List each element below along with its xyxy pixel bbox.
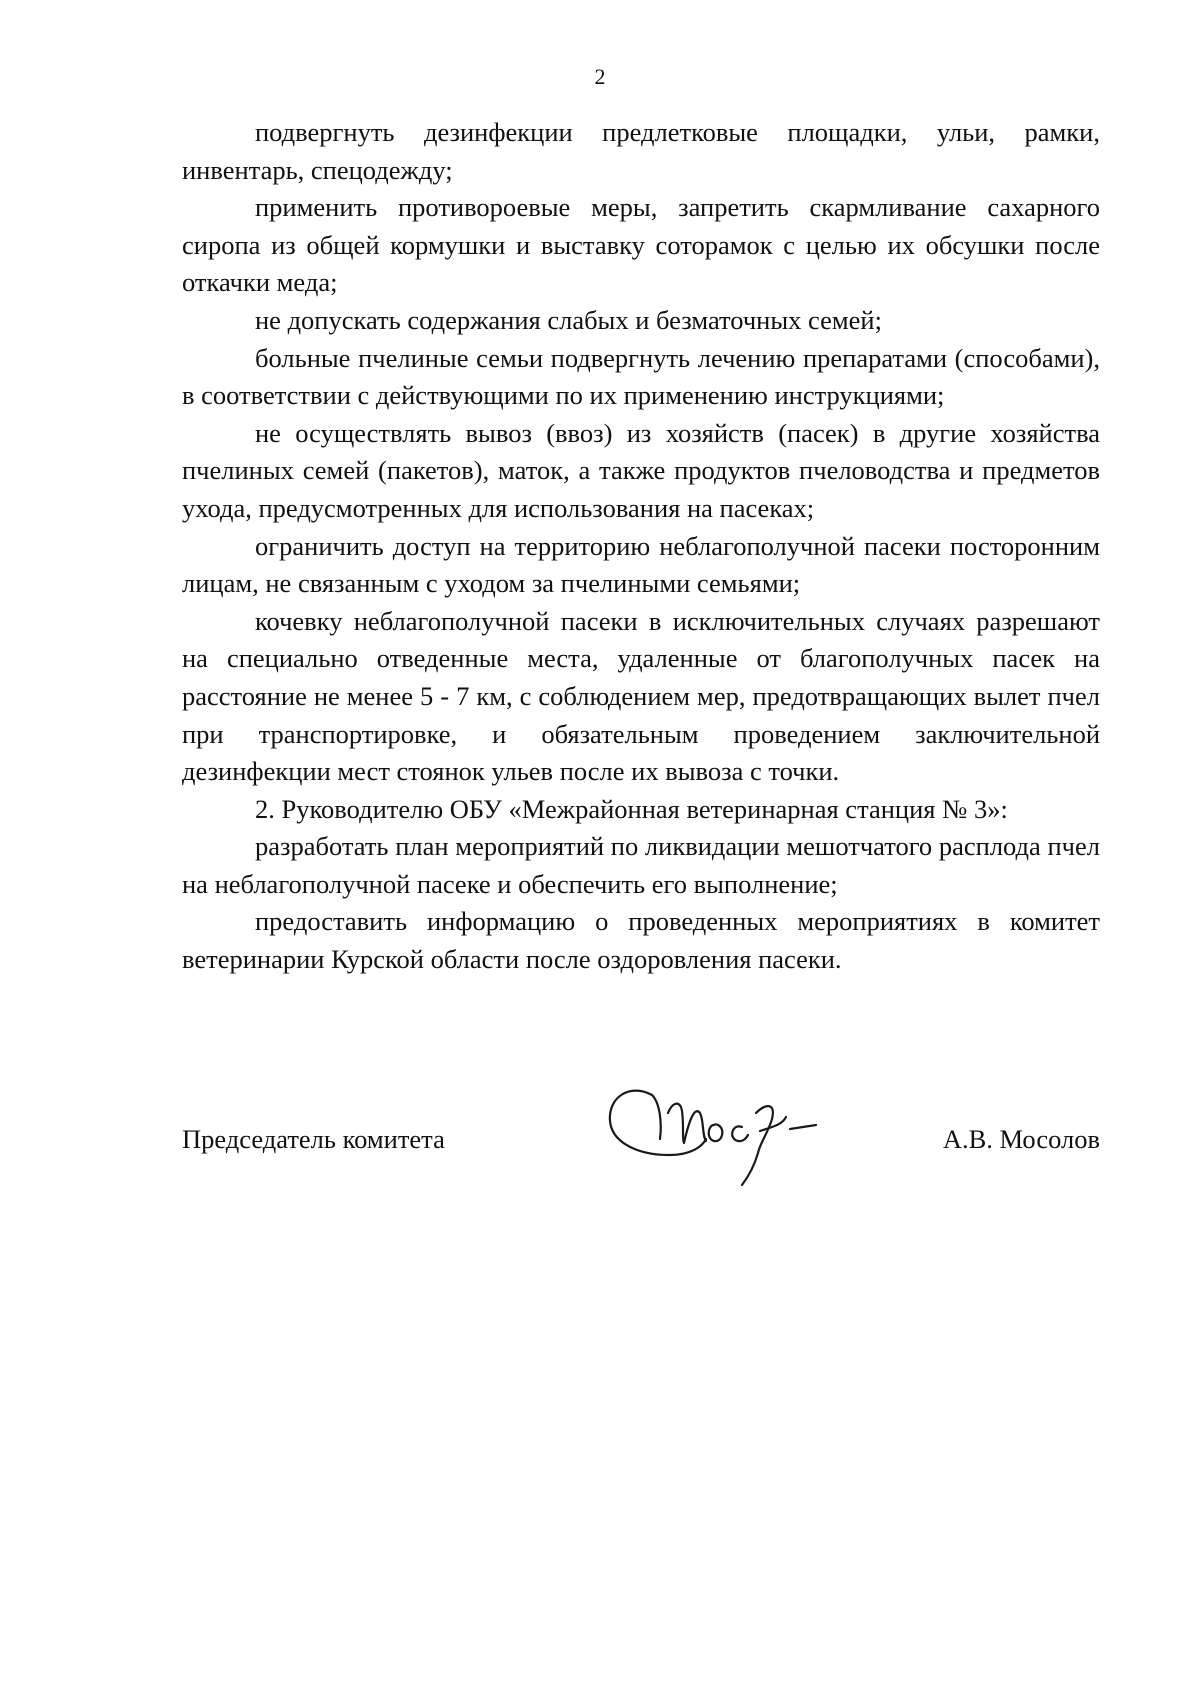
paragraph-treatment: больные пчелиные семьи подвергнуть лечению препаратами (способами), в соответствии с действующими по их применению инструкциями; (182, 342, 1100, 411)
handwritten-signature (590, 1073, 850, 1193)
signature-block (182, 1073, 1100, 1193)
paragraph-weak-colonies: не допускать содержания слабых и безматочных семей; (255, 304, 882, 335)
paragraph-action-plan: разработать план мероприятий по ликвидации мешотчатого расплода пчел на неблагополучной пасеке и обеспечить его выполнение; (182, 831, 1100, 899)
paragraph-relocation: кочевку неблагополучной пасеки в исключительных случаях разрешают на специально отведенные места, удаленные от благополучных пасек на расстояние не менее 5 - 7 км, с соблюдением мер, предотвращающих вылет пчел при транспортировке, и обязательным проведением заключительной дезинфекции мест стоянок ульев после их вывоза с точки. (182, 605, 1100, 787)
paragraph-station-head: 2. Руководителю ОБУ «Межрайонная ветеринарная станция № 3»: (255, 793, 1008, 824)
document-body (182, 114, 1100, 979)
signatory-position: Председатель комитета (182, 1124, 445, 1154)
paragraph-anti-swarming: применить противороевые меры, запретить скармливание сахарного сиропа из общей кормушки и выставку соторамок с целью их обсушки после откачки меда; (182, 192, 1100, 298)
signatory-name: А.В. Мосолов (942, 1124, 1100, 1154)
paragraph-transport-ban: не осуществлять вывоз (ввоз) из хозяйств (пасек) в другие хозяйства пчелиных семей (пакетов), маток, а также продуктов пчеловодства и предметов ухода, предусмотренных для использования на пасеках; (182, 417, 1100, 523)
page-number: 2 (594, 64, 606, 89)
paragraph-disinfection: подвергнуть дезинфекции предлетковые площадки, ульи, рамки, инвентарь, спецодежду; (182, 117, 1100, 185)
paragraph-access-restriction: ограничить доступ на территорию неблагополучной пасеки посторонним лицам, не связанным с уходом за пчелиными семьями; (182, 530, 1100, 599)
paragraph-report: предоставить информацию о проведенных мероприятиях в комитет ветеринарии Курской области после оздоровления пасеки. (182, 906, 1100, 975)
